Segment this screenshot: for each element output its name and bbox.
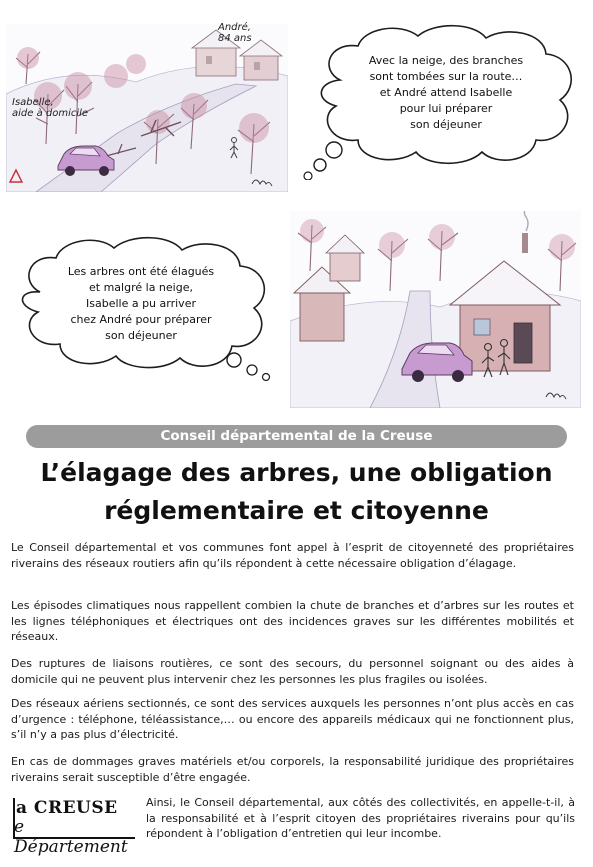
bubble-2-text: Les arbres ont été élagués et malgré la neige, Isabelle a pu arriver chez André pour préparer son déjeuner: [67, 265, 215, 342]
speech-bubble-2: [10, 234, 280, 382]
bubble-1-text: Avec la neige, des branches sont tombées sur la route… et André attend Isabelle pour lui préparer son déjeuner: [368, 54, 524, 131]
page-title: [10, 454, 583, 530]
label-andre: André, 84 ans: [218, 22, 252, 44]
paragraph-3: Des ruptures de liaisons routières, ce sont des secours, du personnel soignant ou des aides à domicile qui ne peuvent plus intervenir chez les personnes les plus fragiles ou isolées.: [11, 657, 574, 686]
creuse-departement-logo: [10, 796, 138, 857]
closing-paragraph: Ainsi, le Conseil départemental, aux côtés des collectivités, en appelle-t-il, à la responsabilité et à l’esprit citoyen des propriétaires riverains pour qu’ils répondent à l’obligation d’entretien qui leur incombe.: [146, 796, 575, 840]
paragraph-1: Le Conseil départemental et vos communes font appel à l’esprit de citoyenneté des propriétaires riverains des réseaux routiers afin qu’ils répondent à cette nécessaire obligation d’élagage.: [11, 541, 574, 570]
speech-bubble-1: [300, 20, 586, 180]
label-isabelle: Isabelle, aide à domicile: [12, 97, 89, 119]
paragraph-2: Les épisodes climatiques nous rappellent combien la chute de branches et d’arbres sur les routes et les lignes téléphoniques et électriques ont des incidences graves sur les différentes mobilités et réseaux.: [11, 599, 574, 643]
logo-line-2: e Département: [14, 817, 128, 857]
paragraph-5: En cas de dommages graves matériels et/ou corporels, la responsabilité juridique des propriétaires riverains serait susceptible d’être engagée.: [11, 755, 574, 784]
title-line-1: L’élagage des arbres, une obligation: [40, 458, 553, 487]
title-line-2: réglementaire et citoyenne: [104, 496, 489, 525]
header-banner: Conseil départemental de la Creuse: [26, 425, 567, 448]
paragraph-4: Des réseaux aériens sectionnés, ce sont des services auxquels les personnes n’ont plus accès en cas d’urgence : téléphone, téléassistance,… ou encore des appareils médicaux qui ne fonctionnent plus, s’il n’y a pas plus d’électricité.: [11, 697, 574, 741]
logo-line-1: a CREUSE: [16, 798, 118, 818]
illustration-cleared-road: [290, 211, 581, 408]
